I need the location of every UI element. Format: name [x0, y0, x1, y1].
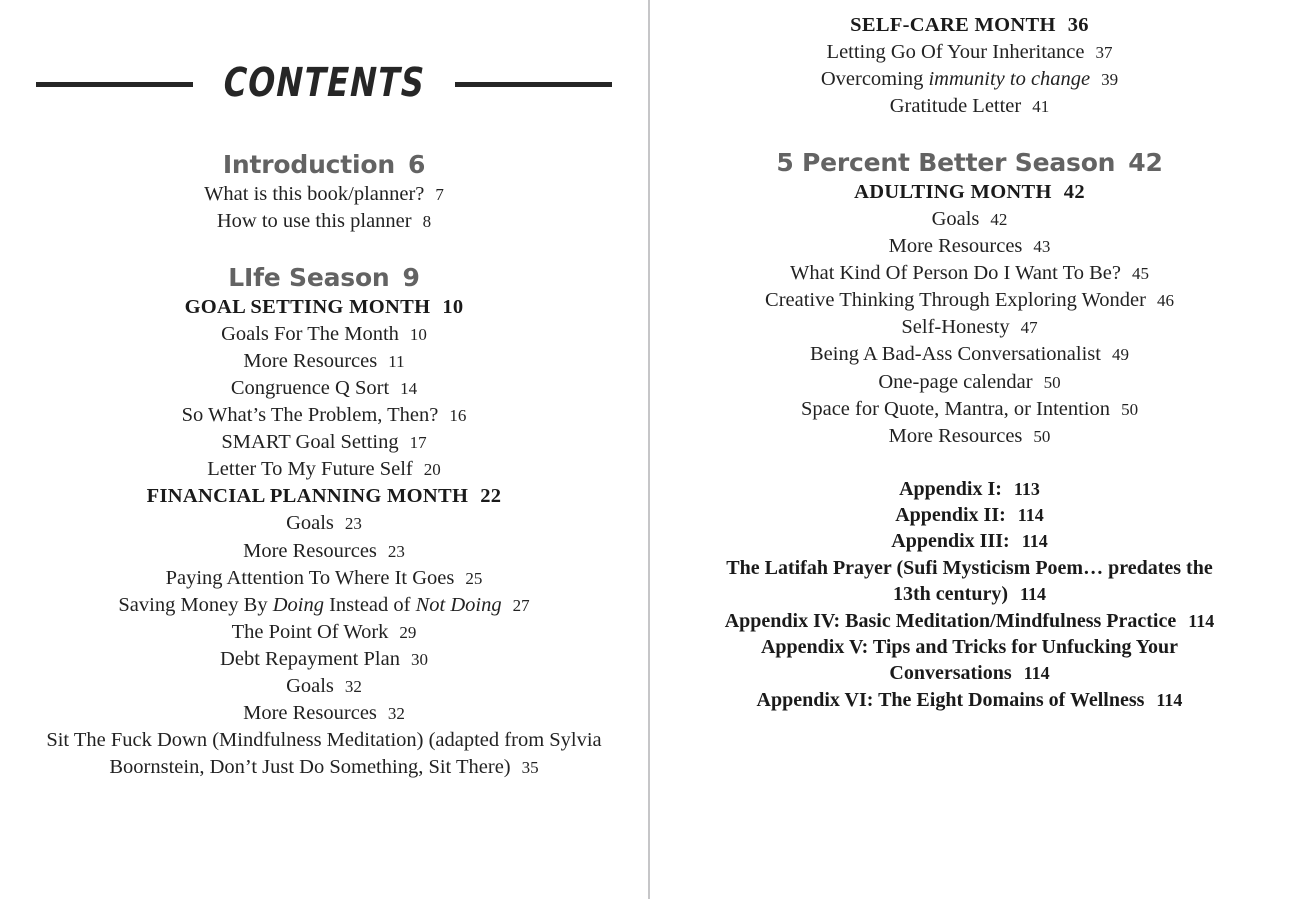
toc-entry-label: More Resources — [888, 424, 1023, 447]
masthead-rule-right — [455, 82, 612, 87]
toc-entry-space-for-quote-mantra-or-intention[interactable] — [710, 396, 1229, 423]
toc-entry-label: Overcoming immunity to change — [820, 68, 1091, 91]
toc-entry-goals[interactable] — [36, 673, 612, 700]
toc-entry-page-number: 114 — [1156, 689, 1183, 710]
toc-entry-label: Appendix IV: Basic Meditation/Mindfulness Practice — [724, 609, 1177, 632]
masthead-rule-left — [36, 82, 193, 87]
toc-entry-creative-thinking-through-exploring-wonder[interactable] — [710, 287, 1229, 314]
toc-entry-label: Appendix I: — [899, 477, 1002, 500]
toc-list-left — [36, 108, 612, 781]
toc-entry-appendix-v-tips-and-tricks-for-unfucking-your-[interactable] — [710, 634, 1229, 687]
toc-entry-label: The Latifah Prayer (Sufi Mysticism Poem… predates the 13th century) — [726, 556, 1213, 606]
toc-entry-page-number: 17 — [409, 433, 427, 453]
toc-entry-page-number: 49 — [1111, 345, 1129, 365]
toc-entry-more-resources[interactable] — [36, 700, 612, 727]
toc-entry-page-number: 11 — [388, 352, 405, 372]
toc-entry-label: More Resources — [243, 539, 377, 562]
toc-entry-label: More Resources — [888, 235, 1023, 258]
toc-entry-label: What is this book/planner? — [204, 183, 425, 205]
toc-entry-life-season[interactable] — [36, 261, 612, 294]
toc-entry-label: Paying Attention To Where It Goes — [165, 566, 455, 589]
toc-entry-label: Saving Money By Doing Instead of Not Doing — [118, 593, 502, 616]
toc-entry-page-number: 50 — [1033, 426, 1051, 446]
toc-entry-page-number: 42 — [1128, 148, 1163, 178]
toc-entry-appendix-ii[interactable] — [710, 502, 1229, 528]
toc-entry-more-resources[interactable] — [36, 348, 612, 375]
toc-entry-smart-goal-setting[interactable] — [36, 429, 612, 456]
toc-entry-page-number: 29 — [399, 622, 417, 642]
toc-entry-appendix-iii[interactable] — [710, 528, 1229, 554]
toc-entry-label: How to use this planner — [216, 210, 412, 233]
toc-entry-debt-repayment-plan[interactable] — [36, 646, 612, 673]
toc-entry-label: Goals — [286, 674, 334, 697]
toc-entry-how-to-use-this-planner[interactable] — [36, 208, 612, 235]
toc-entry-page-number: 46 — [1156, 291, 1174, 311]
toc-entry-label: Goals — [286, 512, 334, 535]
toc-entry-label: More Resources — [243, 350, 378, 373]
toc-entry-page-number: 50 — [1121, 399, 1139, 419]
toc-entry-page-number: 43 — [1033, 237, 1051, 257]
toc-entry-saving-money-by-doing-instead-of-not-doing[interactable] — [36, 592, 612, 619]
toc-entry-page-number: 27 — [512, 595, 530, 615]
toc-entry-page-number: 42 — [1063, 181, 1085, 204]
toc-entry-label: ADULTING MONTH — [854, 181, 1052, 204]
toc-entry-being-a-bad-ass-conversationalist[interactable] — [710, 341, 1229, 368]
toc-entry-goals[interactable] — [710, 206, 1229, 233]
toc-entry-label: One-page calendar — [878, 370, 1033, 393]
toc-entry-label: Congruence Q Sort — [230, 377, 390, 400]
toc-entry-letter-to-my-future-self[interactable] — [36, 456, 612, 483]
toc-entry-appendix-iv-basic-meditation-mindfulness-pract[interactable] — [710, 608, 1229, 634]
toc-entry-page-number: 6 — [407, 150, 426, 179]
toc-entry-financial-planning-month[interactable] — [36, 483, 612, 510]
toc-entry-label: Appendix III: — [891, 530, 1010, 553]
toc-entry-label: Appendix II: — [895, 504, 1006, 527]
toc-entry-page-number: 114 — [1021, 531, 1048, 552]
toc-entry-label: Being A Bad-Ass Conversationalist — [810, 343, 1101, 366]
toc-entry-goals[interactable] — [36, 510, 612, 537]
toc-entry-label: Space for Quote, Mantra, or Intention — [800, 397, 1111, 420]
toc-entry-label: Goals For The Month — [221, 323, 399, 346]
toc-entry-page-number: 22 — [480, 485, 502, 508]
toc-entry-page-number: 114 — [1019, 584, 1046, 605]
section-spacer — [710, 120, 1229, 146]
toc-entry-label: Gratitude Letter — [889, 95, 1022, 118]
toc-entry-appendix-vi-the-eight-domains-of-wellness[interactable] — [710, 687, 1229, 713]
toc-entry-label: 5 Percent Better Season — [776, 148, 1116, 178]
toc-entry-self-care-month[interactable] — [710, 12, 1229, 39]
toc-entry-page-number: 7 — [435, 185, 444, 204]
toc-entry-label: LIfe Season — [228, 263, 390, 293]
toc-entry-page-number: 45 — [1131, 264, 1149, 284]
toc-entry-page-number: 14 — [400, 379, 418, 399]
left-column — [0, 0, 648, 781]
toc-entry-page-number: 10 — [442, 296, 464, 319]
toc-entry-appendix-i[interactable] — [710, 476, 1229, 502]
toc-entry-letting-go-of-your-inheritance[interactable] — [710, 39, 1229, 66]
toc-entry-label: Appendix VI: The Eight Domains of Wellness — [756, 688, 1145, 711]
toc-entry-page-number: 35 — [521, 757, 539, 777]
toc-entry-so-what-s-the-problem-then[interactable] — [36, 402, 612, 429]
toc-entry-page-number: 37 — [1095, 43, 1113, 63]
toc-entry-the-point-of-work[interactable] — [36, 619, 612, 646]
toc-entry-label: Self-Honesty — [901, 316, 1010, 339]
toc-entry-overcoming-immunity-to-change[interactable] — [710, 66, 1229, 93]
toc-list-right — [710, 0, 1229, 713]
toc-entry-page-number: 23 — [344, 514, 362, 534]
toc-entry-page-number: 23 — [387, 541, 405, 561]
toc-entry-what-is-this-book-planner[interactable] — [36, 181, 612, 208]
toc-entry-introduction[interactable] — [36, 148, 612, 181]
toc-entry-label: Sit The Fuck Down (Mindfulness Meditation) (adapted from Sylvia Boornstein, Don’t Just Do Something, Sit There) — [46, 728, 602, 778]
toc-entry-page-number: 25 — [465, 568, 483, 588]
toc-entry-label: More Resources — [243, 701, 377, 724]
toc-entry-one-page-calendar[interactable] — [710, 369, 1229, 396]
toc-entry-page-number: 36 — [1067, 14, 1089, 36]
toc-entry-sit-the-fuck-down-mindfulness-meditation-adapt[interactable] — [36, 727, 612, 781]
toc-entry-label: Letter To My Future Self — [207, 458, 413, 481]
section-spacer — [710, 450, 1229, 476]
toc-entry-label: Introduction — [222, 150, 395, 179]
toc-entry-page-number: 20 — [423, 460, 441, 480]
toc-entry-adulting-month[interactable] — [710, 179, 1229, 206]
toc-entry-page-number: 47 — [1020, 318, 1038, 338]
section-spacer — [710, 0, 1229, 12]
right-column — [650, 0, 1289, 713]
toc-entry-label: Letting Go Of Your Inheritance — [826, 41, 1085, 64]
toc-entry-paying-attention-to-where-it-goes[interactable] — [36, 565, 612, 592]
toc-entry-label: So What’s The Problem, Then? — [181, 404, 439, 427]
section-spacer — [36, 235, 612, 261]
toc-entry-label: Debt Repayment Plan — [220, 647, 400, 670]
toc-entry-self-honesty[interactable] — [710, 314, 1229, 341]
toc-entry-page-number: 32 — [344, 676, 362, 696]
toc-entry-page-number: 10 — [409, 325, 427, 345]
toc-entry-what-kind-of-person-do-i-want-to-be[interactable] — [710, 260, 1229, 287]
toc-entry-gratitude-letter[interactable] — [710, 93, 1229, 120]
toc-entry-page-number: 9 — [402, 263, 420, 293]
toc-entry-page-number: 113 — [1013, 478, 1040, 499]
toc-entry-5-percent-better-season[interactable] — [710, 146, 1229, 179]
toc-entry-goals-for-the-month[interactable] — [36, 321, 612, 348]
toc-entry-the-latifah-prayer-sufi-mysticism-poem-predate[interactable] — [710, 555, 1229, 608]
toc-entry-congruence-q-sort[interactable] — [36, 375, 612, 402]
toc-entry-label: FINANCIAL PLANNING MONTH — [146, 485, 469, 508]
toc-entry-more-resources[interactable] — [710, 423, 1229, 450]
contents-masthead — [36, 60, 612, 108]
toc-entry-goal-setting-month[interactable] — [36, 294, 612, 321]
toc-entry-label: SELF-CARE MONTH — [850, 14, 1056, 36]
toc-entry-label: Goals — [931, 208, 980, 231]
toc-entry-page-number: 50 — [1043, 372, 1061, 392]
toc-entry-page-number: 8 — [422, 212, 432, 232]
toc-entry-page-number: 42 — [990, 210, 1008, 230]
page-title: CONTENTS — [223, 60, 426, 106]
toc-entry-page-number: 16 — [449, 406, 467, 426]
toc-entry-more-resources[interactable] — [710, 233, 1229, 260]
section-spacer — [36, 108, 612, 148]
toc-entry-page-number: 41 — [1032, 97, 1050, 117]
toc-entry-label: The Point Of Work — [231, 620, 389, 643]
toc-entry-label: Appendix V: Tips and Tricks for Unfucking Your Conversations — [760, 636, 1178, 685]
toc-entry-page-number: 32 — [387, 703, 405, 723]
toc-entry-label: Creative Thinking Through Exploring Wonder — [765, 289, 1146, 312]
toc-entry-label: GOAL SETTING MONTH — [184, 296, 431, 319]
toc-entry-page-number: 114 — [1017, 505, 1044, 526]
toc-entry-page-number: 30 — [410, 649, 428, 669]
toc-entry-more-resources[interactable] — [36, 538, 612, 565]
toc-entry-label: SMART Goal Setting — [221, 431, 399, 454]
toc-entry-page-number: 39 — [1101, 70, 1119, 90]
toc-entry-label: What Kind Of Person Do I Want To Be? — [790, 262, 1121, 285]
toc-entry-page-number: 114 — [1023, 663, 1050, 684]
toc-entry-page-number: 114 — [1188, 610, 1215, 631]
